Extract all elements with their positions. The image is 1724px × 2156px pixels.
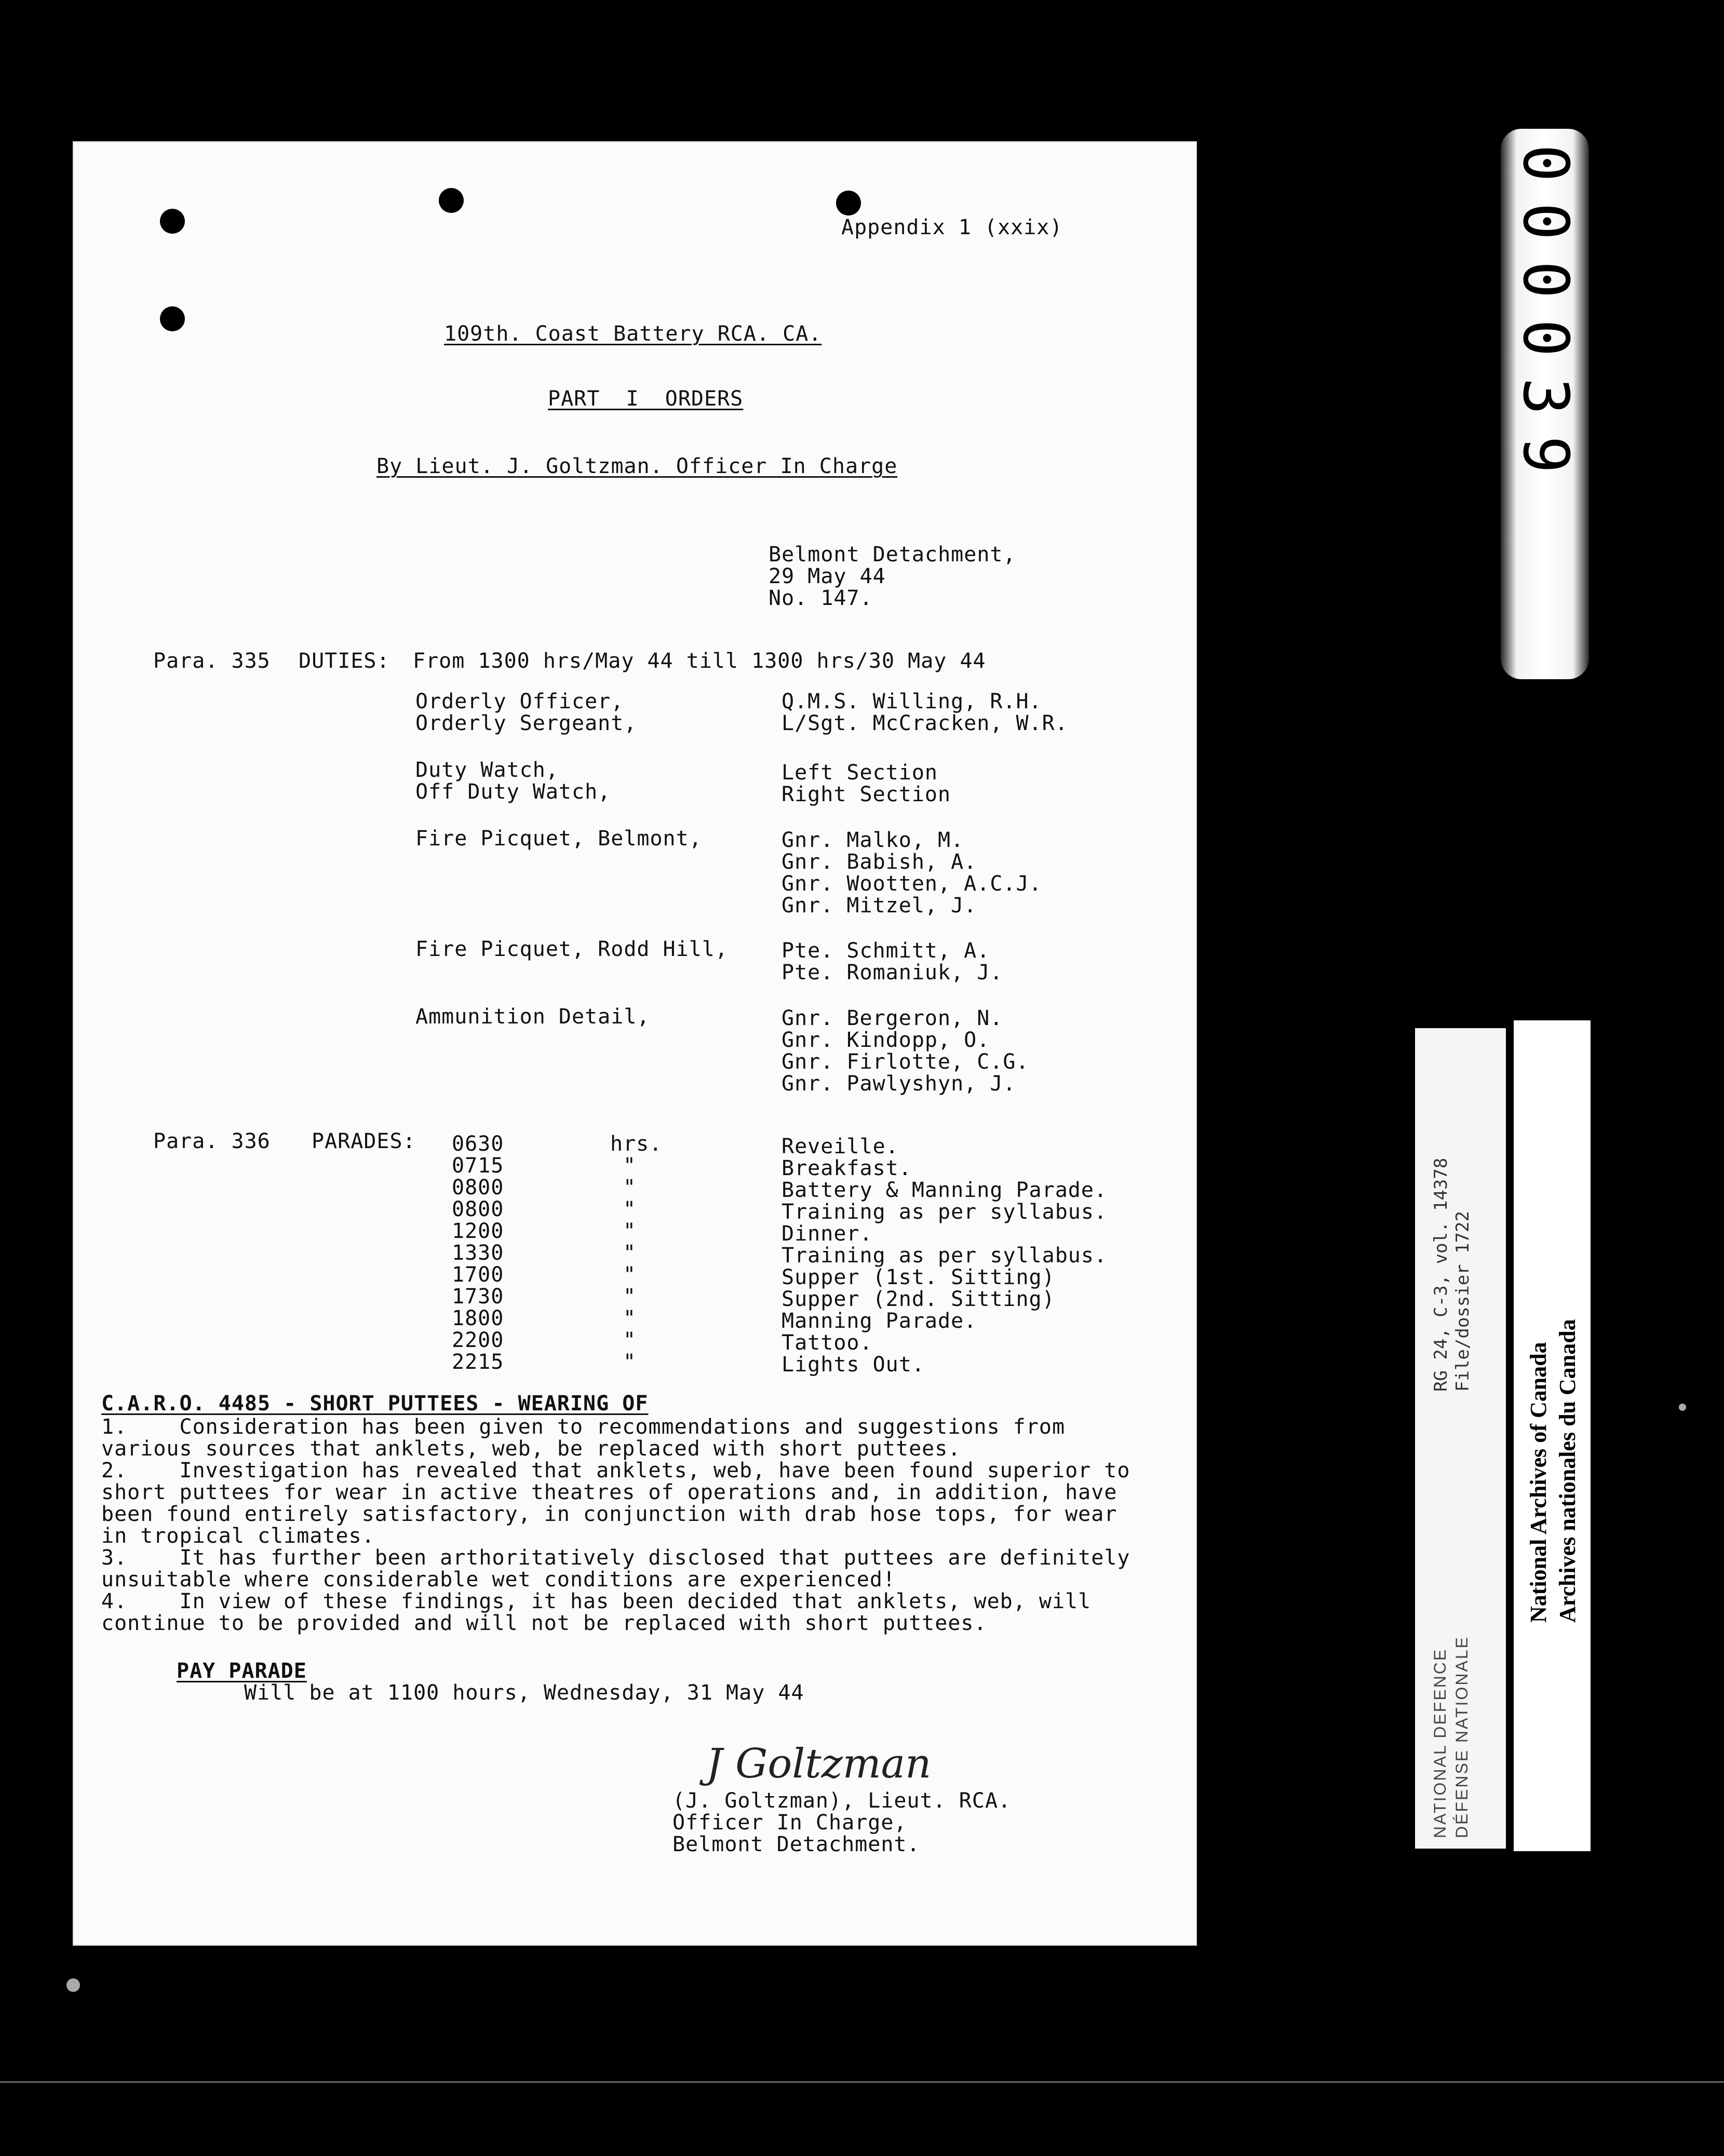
parade-event: Training as per syllabus.: [782, 1244, 1108, 1268]
duty-role: Orderly Officer,: [415, 690, 624, 713]
parade-time: 2200: [452, 1328, 504, 1352]
duty-name: Gnr. Mitzel, J.: [782, 894, 977, 918]
dust-speck: [66, 1978, 80, 1992]
place-line: Belmont Detachment,: [769, 543, 1016, 567]
parade-event: Dinner.: [782, 1222, 873, 1246]
duty-name: Gnr. Babish, A.: [782, 850, 977, 874]
duty-role: Duty Watch,: [415, 758, 559, 782]
parade-time: 1700: [452, 1263, 504, 1287]
caro-line: short puttees for wear in active theatres of operations and, in addition, have: [101, 1480, 1117, 1504]
parade-event: Manning Parade.: [782, 1309, 977, 1333]
ditto-mark: ": [623, 1176, 637, 1200]
parade-event: Battery & Manning Parade.: [782, 1178, 1108, 1202]
duty-role: Fire Picquet, Rodd Hill,: [415, 937, 728, 961]
hrs-label: hrs.: [610, 1132, 663, 1156]
caro-line: been found entirely satisfactory, in conjunction with drab hose tops, for wear: [101, 1502, 1117, 1526]
parade-event: Lights Out.: [782, 1353, 925, 1377]
caro-line: unsuitable where considerable wet conditions are experienced!: [101, 1568, 896, 1592]
para-title: DUTIES:: [299, 649, 390, 673]
duty-name: Left Section: [782, 761, 938, 785]
ditto-mark: ": [623, 1285, 637, 1309]
duty-name: Gnr. Bergeron, N.: [782, 1006, 1003, 1030]
part-title: PART I ORDERS: [548, 387, 744, 411]
caro-line: 1. Consideration has been given to recommendations and suggestions from: [101, 1415, 1066, 1439]
stamp-digits: 000039: [1509, 144, 1581, 494]
date-line: 29 May 44: [769, 564, 886, 588]
duties-period: From 1300 hrs/May 44 till 1300 hrs/30 May 44: [413, 649, 986, 673]
ditto-mark: ": [623, 1328, 637, 1352]
parade-event: Breakfast.: [782, 1156, 912, 1180]
duty-role: Ammunition Detail,: [415, 1005, 650, 1029]
appendix-label: Appendix 1 (xxix): [841, 215, 1063, 239]
punch-hole: [836, 191, 861, 215]
para-label: Para. 336: [153, 1129, 271, 1153]
ditto-mark: ": [623, 1197, 637, 1221]
punch-hole: [160, 306, 185, 331]
duty-name: Gnr. Kindopp, O.: [782, 1028, 990, 1052]
parade-time: 2215: [452, 1350, 504, 1374]
caro-line: continue to be provided and will not be replaced with short puttees.: [101, 1611, 987, 1635]
ditto-mark: ": [623, 1306, 637, 1330]
pay-text: Will be at 1100 hours, Wednesday, 31 May 44: [244, 1681, 804, 1705]
issuer-line: By Lieut. J. Goltzman. Officer In Charge: [376, 454, 898, 478]
dust-speck: [1679, 1404, 1686, 1411]
para-title: PARADES:: [312, 1129, 416, 1153]
parade-event: Reveille.: [782, 1135, 899, 1158]
caro-line: in tropical climates.: [101, 1524, 375, 1548]
caro-line: 3. It has further been arthoritatively disclosed that puttees are definitely: [101, 1546, 1130, 1570]
parade-time: 1200: [452, 1219, 504, 1243]
ditto-mark: ": [623, 1154, 637, 1178]
ditto-mark: ": [623, 1241, 637, 1265]
signature-line: (J. Goltzman), Lieut. RCA.: [672, 1789, 1012, 1813]
duty-role: Fire Picquet, Belmont,: [415, 827, 702, 851]
ditto-mark: ": [623, 1219, 637, 1243]
document-page: [73, 141, 1197, 1946]
duty-name: L/Sgt. McCracken, W.R.: [782, 711, 1068, 735]
film-edge-line: [0, 2081, 1724, 2083]
signature-line: Belmont Detachment.: [672, 1832, 920, 1856]
handwritten-signature: J Goltzman: [706, 1741, 932, 1787]
ditto-mark: ": [623, 1350, 637, 1374]
parade-time: 0800: [452, 1197, 504, 1221]
duty-role: Orderly Sergeant,: [415, 711, 637, 735]
national-defence-en: NATIONAL DEFENCE: [1431, 1648, 1449, 1838]
ditto-mark: ": [623, 1263, 637, 1287]
duty-name: Gnr. Malko, M.: [782, 828, 964, 852]
parade-time: 1330: [452, 1241, 504, 1265]
punch-hole: [160, 209, 185, 234]
archive-reference-label: [1415, 1028, 1506, 1849]
parade-time: 0715: [452, 1154, 504, 1178]
archive-ref-1: RG 24, C-3, vol. 14378: [1431, 1157, 1451, 1392]
duty-role: Off Duty Watch,: [415, 780, 611, 804]
parade-event: Training as per syllabus.: [782, 1200, 1108, 1224]
duty-name: Pte. Romaniuk, J.: [782, 961, 1003, 985]
national-defence-fr: DÉFENSE NATIONALE: [1452, 1635, 1471, 1838]
duty-name: Pte. Schmitt, A.: [782, 939, 990, 963]
pay-heading: PAY PARADE: [177, 1659, 307, 1683]
duty-name: Gnr. Pawlyshyn, J.: [782, 1072, 1016, 1096]
caro-line: various sources that anklets, web, be replaced with short puttees.: [101, 1437, 961, 1461]
archive-ref-2: File/dossier 1722: [1452, 1211, 1473, 1392]
order-number: No. 147.: [769, 586, 873, 610]
nac-english: National Archives of Canada: [1526, 1342, 1551, 1623]
parade-time: 0630: [452, 1132, 504, 1156]
caro-line: 4. In view of these findings, it has been decided that anklets, web, will: [101, 1589, 1092, 1613]
punch-hole: [439, 188, 464, 213]
caro-heading: C.A.R.O. 4485 - SHORT PUTTEES - WEARING OF: [101, 1392, 649, 1416]
nac-french: Archives nationales du Canada: [1555, 1319, 1580, 1623]
caro-line: 2. Investigation has revealed that anklets, web, have been found superior to: [101, 1459, 1130, 1483]
para-label: Para. 335: [153, 649, 271, 673]
duty-name: Right Section: [782, 783, 951, 806]
parade-event: Supper (2nd. Sitting): [782, 1287, 1055, 1311]
national-archives-label: [1514, 1020, 1591, 1851]
duty-name: Gnr. Firlotte, C.G.: [782, 1050, 1029, 1074]
duty-name: Q.M.S. Willing, R.H.: [782, 690, 1042, 713]
unit-title: 109th. Coast Battery RCA. CA.: [444, 322, 822, 346]
parade-time: 1730: [452, 1285, 504, 1309]
signature-line: Officer In Charge,: [672, 1811, 907, 1835]
frame-number-stamp: [1501, 129, 1589, 679]
parade-time: 1800: [452, 1306, 504, 1330]
parade-event: Tattoo.: [782, 1331, 873, 1355]
parade-time: 0800: [452, 1176, 504, 1200]
parade-event: Supper (1st. Sitting): [782, 1265, 1055, 1289]
duty-name: Gnr. Wootten, A.C.J.: [782, 872, 1042, 896]
